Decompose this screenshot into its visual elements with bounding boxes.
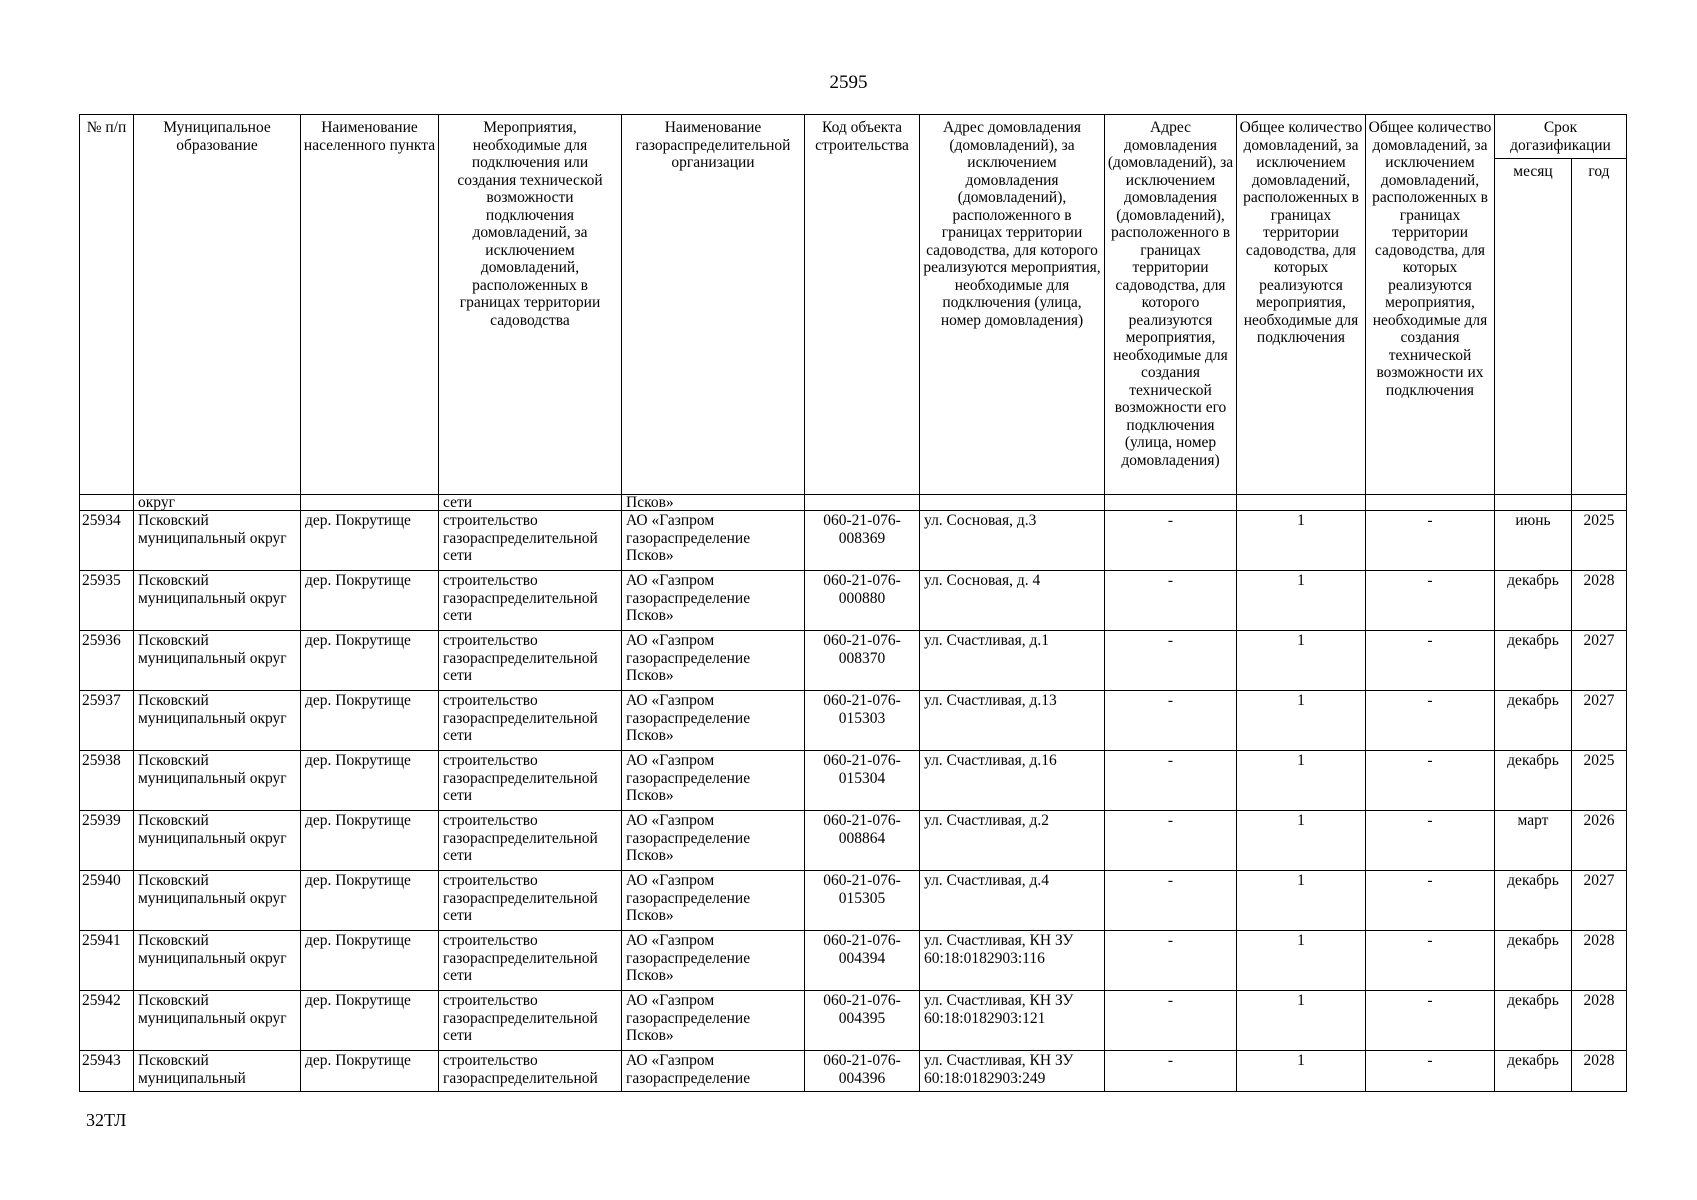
continuation-gas-org: Псков» (622, 495, 805, 511)
cell-num: 25937 (80, 691, 134, 751)
cell-measures: строительство газораспределительной сети (439, 691, 622, 751)
cell-municipality: Псковский муниципальный округ (134, 751, 301, 811)
cell-address-garden: - (1105, 691, 1237, 751)
cell-measures: строительство газораспределительной сети (439, 811, 622, 871)
cell-measures: строительство газораспределительной сети (439, 931, 622, 991)
cell-settlement: дер. Покрутище (301, 931, 439, 991)
header-num: № п/п (80, 115, 134, 495)
cell-object-code: 060-21-076-008864 (805, 811, 920, 871)
cell-total-connect: 1 (1237, 871, 1366, 931)
cell-gas-org: АО «Газпром газораспределение Псков» (622, 811, 805, 871)
cell-num: 25936 (80, 631, 134, 691)
cell-municipality: Псковский муниципальный округ (134, 691, 301, 751)
header-deadline: Срок догазификации (1495, 115, 1627, 159)
header-gas-org: Наименование газораспределительной организации (622, 115, 805, 495)
cell-total-connect: 1 (1237, 1051, 1366, 1092)
cell-address: ул. Счастливая, КН ЗУ 60:18:0182903:116 (920, 931, 1105, 991)
cell-settlement: дер. Покрутище (301, 991, 439, 1051)
cell-month: декабрь (1495, 1051, 1572, 1092)
cell-gas-org: АО «Газпром газораспределение Псков» (622, 511, 805, 571)
continuation-row (80, 495, 1627, 511)
cell-total-connect: 1 (1237, 931, 1366, 991)
cell-num: 25934 (80, 511, 134, 571)
cell-address-garden: - (1105, 871, 1237, 931)
cell-municipality: Псковский муниципальный округ (134, 571, 301, 631)
cell-total-connect: 1 (1237, 571, 1366, 631)
cell-address: ул. Счастливая, д.1 (920, 631, 1105, 691)
table-row (80, 871, 1627, 931)
cell-municipality: Псковский муниципальный округ (134, 991, 301, 1051)
cell-municipality: Псковский муниципальный (134, 1051, 301, 1092)
cell-total-connect: 1 (1237, 631, 1366, 691)
cell-total-create: - (1366, 991, 1495, 1051)
cell-object-code: 060-21-076-000880 (805, 571, 920, 631)
cell-measures: строительство газораспределительной сети (439, 511, 622, 571)
cell-object-code: 060-21-076-015303 (805, 691, 920, 751)
cell-settlement: дер. Покрутище (301, 631, 439, 691)
cell-total-create: - (1366, 511, 1495, 571)
cell-total-create: - (1366, 811, 1495, 871)
cell-month: март (1495, 811, 1572, 871)
cell-address-garden: - (1105, 571, 1237, 631)
cell-settlement: дер. Покрутище (301, 751, 439, 811)
cell-measures: строительство газораспределительной сети (439, 751, 622, 811)
cell-address-garden: - (1105, 511, 1237, 571)
header-address: Адрес домовладения (домовладений), за исключением домовладения (домовладений), расположенного в границах территории садоводства, для которого реализуются мероприятия, необходимые для подключения (улица, номер домовладения) (920, 115, 1105, 495)
cell-year: 2028 (1572, 571, 1627, 631)
continuation-municipality: округ (134, 495, 301, 511)
cell-address: ул. Счастливая, д.2 (920, 811, 1105, 871)
header-address-garden: Адрес домовладения (домовладений), за исключением домовладения (домовладений), расположенного в границах территории садоводства, для которого реализуются мероприятия, необходимые для создания технической возможности его подключения (улица, номер домовладения) (1105, 115, 1237, 495)
cell-total-create: - (1366, 631, 1495, 691)
cell-settlement: дер. Покрутище (301, 571, 439, 631)
cell-month: декабрь (1495, 931, 1572, 991)
cell-total-connect: 1 (1237, 991, 1366, 1051)
cell-address: ул. Счастливая, д.13 (920, 691, 1105, 751)
cell-address-garden: - (1105, 1051, 1237, 1092)
cell-year: 2025 (1572, 751, 1627, 811)
header-month: месяц (1495, 159, 1572, 495)
table-row (80, 571, 1627, 631)
footer-mark: 32ТЛ (86, 1110, 127, 1130)
table-row (80, 511, 1627, 571)
header-object-code: Код объекта строительства (805, 115, 920, 495)
header-total-connect: Общее количество домовладений, за исключением домовладений, расположенных в границах территории садоводства, для которых реализуются мероприятия, необходимые для подключения (1237, 115, 1366, 495)
cell-measures: строительство газораспределительной сети (439, 571, 622, 631)
cell-measures: строительство газораспределительной сети (439, 991, 622, 1051)
cell-object-code: 060-21-076-015305 (805, 871, 920, 931)
cell-year: 2028 (1572, 991, 1627, 1051)
cell-object-code: 060-21-076-004394 (805, 931, 920, 991)
cell-address-garden: - (1105, 991, 1237, 1051)
cell-total-create: - (1366, 571, 1495, 631)
cell-municipality: Псковский муниципальный округ (134, 511, 301, 571)
cell-municipality: Псковский муниципальный округ (134, 871, 301, 931)
cell-address-garden: - (1105, 631, 1237, 691)
cell-settlement: дер. Покрутище (301, 871, 439, 931)
cell-object-code: 060-21-076-004395 (805, 991, 920, 1051)
cell-num: 25939 (80, 811, 134, 871)
cell-measures: строительство газораспределительной сети (439, 871, 622, 931)
cell-month: декабрь (1495, 571, 1572, 631)
cell-address-garden: - (1105, 811, 1237, 871)
cell-settlement: дер. Покрутище (301, 811, 439, 871)
cell-gas-org: АО «Газпром газораспределение Псков» (622, 631, 805, 691)
cell-municipality: Псковский муниципальный округ (134, 931, 301, 991)
cell-total-create: - (1366, 931, 1495, 991)
cell-municipality: Псковский муниципальный округ (134, 631, 301, 691)
cell-total-create: - (1366, 751, 1495, 811)
cell-gas-org: АО «Газпром газораспределение Псков» (622, 571, 805, 631)
cell-year: 2026 (1572, 811, 1627, 871)
continuation-measures: сети (439, 495, 622, 511)
header-municipality: Муниципальное образование (134, 115, 301, 495)
cell-address: ул. Счастливая, д.4 (920, 871, 1105, 931)
cell-total-connect: 1 (1237, 511, 1366, 571)
cell-year: 2027 (1572, 631, 1627, 691)
cell-total-create: - (1366, 1051, 1495, 1092)
cell-object-code: 060-21-076-008370 (805, 631, 920, 691)
cell-total-create: - (1366, 871, 1495, 931)
cell-month: декабрь (1495, 751, 1572, 811)
cell-gas-org: АО «Газпром газораспределение Псков» (622, 751, 805, 811)
cell-address: ул. Счастливая, КН ЗУ 60:18:0182903:121 (920, 991, 1105, 1051)
cell-municipality: Псковский муниципальный округ (134, 811, 301, 871)
table-row (80, 991, 1627, 1051)
table-row (80, 931, 1627, 991)
cell-num: 25938 (80, 751, 134, 811)
cell-num: 25940 (80, 871, 134, 931)
cell-total-connect: 1 (1237, 751, 1366, 811)
cell-year: 2027 (1572, 871, 1627, 931)
cell-total-create: - (1366, 691, 1495, 751)
cell-total-connect: 1 (1237, 691, 1366, 751)
cell-address: ул. Счастливая, КН ЗУ 60:18:0182903:249 (920, 1051, 1105, 1092)
cell-month: декабрь (1495, 691, 1572, 751)
cell-num: 25935 (80, 571, 134, 631)
table-header (80, 115, 1627, 495)
cell-address: ул. Счастливая, д.16 (920, 751, 1105, 811)
cell-gas-org: АО «Газпром газораспределение Псков» (622, 991, 805, 1051)
cell-object-code: 060-21-076-004396 (805, 1051, 920, 1092)
cell-address: ул. Сосновая, д. 4 (920, 571, 1105, 631)
cell-address-garden: - (1105, 751, 1237, 811)
cell-address: ул. Сосновая, д.3 (920, 511, 1105, 571)
header-measures: Мероприятия, необходимые для подключения или создания технической возможности подключения домовладений, за исключением домовладений, расположенных в границах территории садоводства (439, 115, 622, 495)
cell-gas-org: АО «Газпром газораспределение Псков» (622, 931, 805, 991)
cell-year: 2027 (1572, 691, 1627, 751)
page-number: 2595 (829, 72, 868, 93)
cell-measures: строительство газораспределительной сети (439, 631, 622, 691)
table-row (80, 811, 1627, 871)
cell-month: декабрь (1495, 871, 1572, 931)
cell-year: 2028 (1572, 1051, 1627, 1092)
header-settlement: Наименование населенного пункта (301, 115, 439, 495)
cell-object-code: 060-21-076-015304 (805, 751, 920, 811)
table-row (80, 691, 1627, 751)
cell-gas-org: АО «Газпром газораспределение (622, 1051, 805, 1092)
cell-month: декабрь (1495, 991, 1572, 1051)
cell-total-connect: 1 (1237, 811, 1366, 871)
cell-year: 2025 (1572, 511, 1627, 571)
cell-year: 2028 (1572, 931, 1627, 991)
cell-settlement: дер. Покрутище (301, 691, 439, 751)
cell-month: июнь (1495, 511, 1572, 571)
cell-settlement: дер. Покрутище (301, 1051, 439, 1092)
cell-address-garden: - (1105, 931, 1237, 991)
gasification-table (79, 114, 1627, 1092)
cell-gas-org: АО «Газпром газораспределение Псков» (622, 871, 805, 931)
cell-settlement: дер. Покрутище (301, 511, 439, 571)
header-total-create: Общее количество домовладений, за исключением домовладений, расположенных в границах территории садоводства, для которых реализуются мероприятия, необходимые для создания технической возможности их подключения (1366, 115, 1495, 495)
cell-num: 25941 (80, 931, 134, 991)
table-row (80, 751, 1627, 811)
cell-month: декабрь (1495, 631, 1572, 691)
cell-num: 25942 (80, 991, 134, 1051)
table-row (80, 631, 1627, 691)
cell-gas-org: АО «Газпром газораспределение Псков» (622, 691, 805, 751)
header-year: год (1572, 159, 1627, 495)
table-row (80, 1051, 1627, 1092)
cell-measures: строительство газораспределительной (439, 1051, 622, 1092)
cell-num: 25943 (80, 1051, 134, 1092)
cell-object-code: 060-21-076-008369 (805, 511, 920, 571)
